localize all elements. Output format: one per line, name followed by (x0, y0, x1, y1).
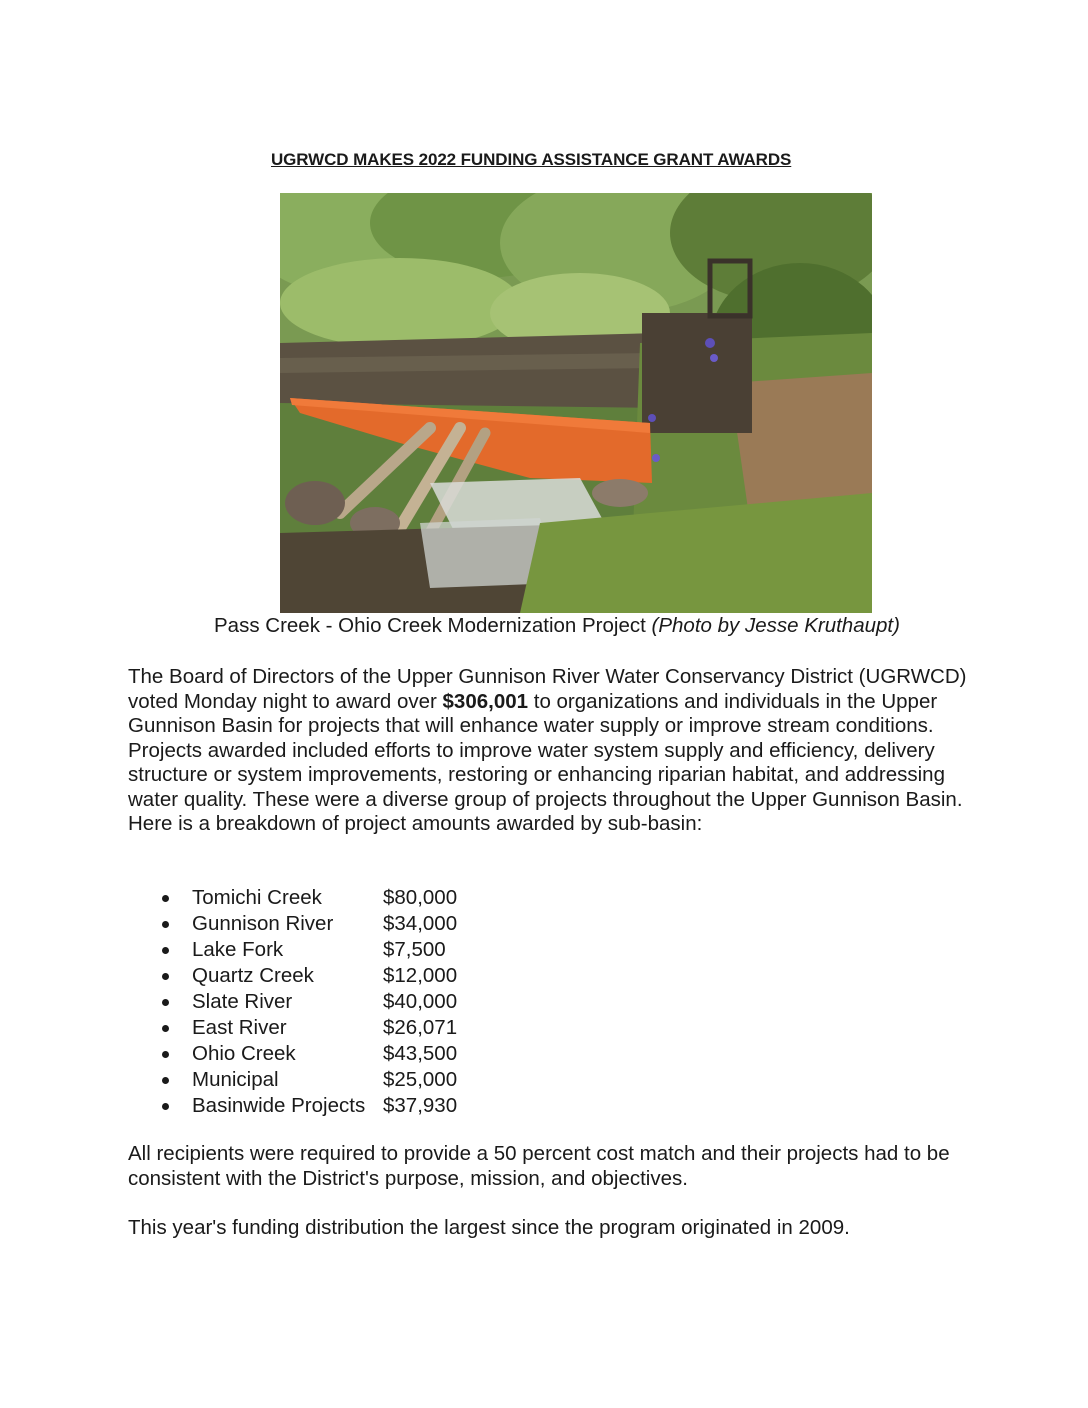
intro-text-before: The Board of Directors of the Upper Gunnison River Water Conservancy District (UGRWCD) voted Monday night to award over (128, 665, 967, 713)
award-amount: $25,000 (383, 1068, 458, 1091)
award-amount: $37,930 (383, 1094, 458, 1117)
caption-text: Pass Creek - Ohio Creek Modernization Project (214, 614, 652, 637)
award-amount: $12,000 (383, 964, 458, 987)
closing-paragraph: This year's funding distribution the largest since the program originated in 2009. (128, 1216, 850, 1239)
cost-match-paragraph: All recipients were required to provide a 50 percent cost match and their projects had to be consistent with the District's purpose, mission, and objectives. (128, 1142, 950, 1190)
intro-paragraph (128, 665, 968, 837)
bullet-icon (162, 947, 169, 954)
award-amount: $43,500 (383, 1042, 458, 1065)
photo-credit: (Photo by Jesse Kruthaupt) (651, 614, 900, 637)
creek-photo (280, 193, 872, 613)
award-amount: $26,071 (383, 1016, 458, 1039)
sub-basin-name: East River (192, 1016, 287, 1039)
sub-basin-name: Basinwide Projects (192, 1094, 366, 1117)
award-amount: $40,000 (383, 990, 458, 1013)
bullet-icon (162, 973, 169, 980)
bullet-icon (162, 895, 169, 902)
bullet-icon (162, 1077, 169, 1084)
sub-basin-name: Lake Fork (192, 938, 284, 961)
bullet-icon (162, 1103, 169, 1110)
bullet-icon (162, 921, 169, 928)
bullet-icon (162, 1051, 169, 1058)
bullet-icon (162, 999, 169, 1006)
award-amount: $7,500 (383, 938, 446, 961)
photo-illustration (280, 193, 872, 613)
sub-basin-name: Tomichi Creek (192, 886, 322, 909)
award-amount: $34,000 (383, 912, 458, 935)
sub-basin-name: Gunnison River (192, 912, 334, 935)
award-amount: $80,000 (383, 886, 458, 909)
total-amount: $306,001 (442, 689, 529, 713)
bullet-icon (162, 1025, 169, 1032)
sub-basin-name: Slate River (192, 990, 293, 1013)
intro-text-after: to organizations and individuals in the Upper Gunnison Basin for projects that will enhance water supply or improve stream conditions. Projects awarded included efforts to improve water system supply and efficiency, delivery structure or system improvements, restoring or enhancing riparian habitat, and addressing water quality. These were a diverse group of projects throughout the Upper Gunnison Basin. Here is a breakdown of project amounts awarded by sub-basin: (128, 689, 963, 835)
sub-basin-name: Ohio Creek (192, 1042, 296, 1065)
photo-caption (214, 614, 900, 638)
sub-basin-name: Municipal (192, 1068, 279, 1091)
sub-basin-name: Quartz Creek (192, 964, 314, 987)
document-title: UGRWCD MAKES 2022 FUNDING ASSISTANCE GRANT AWARDS (271, 150, 792, 169)
